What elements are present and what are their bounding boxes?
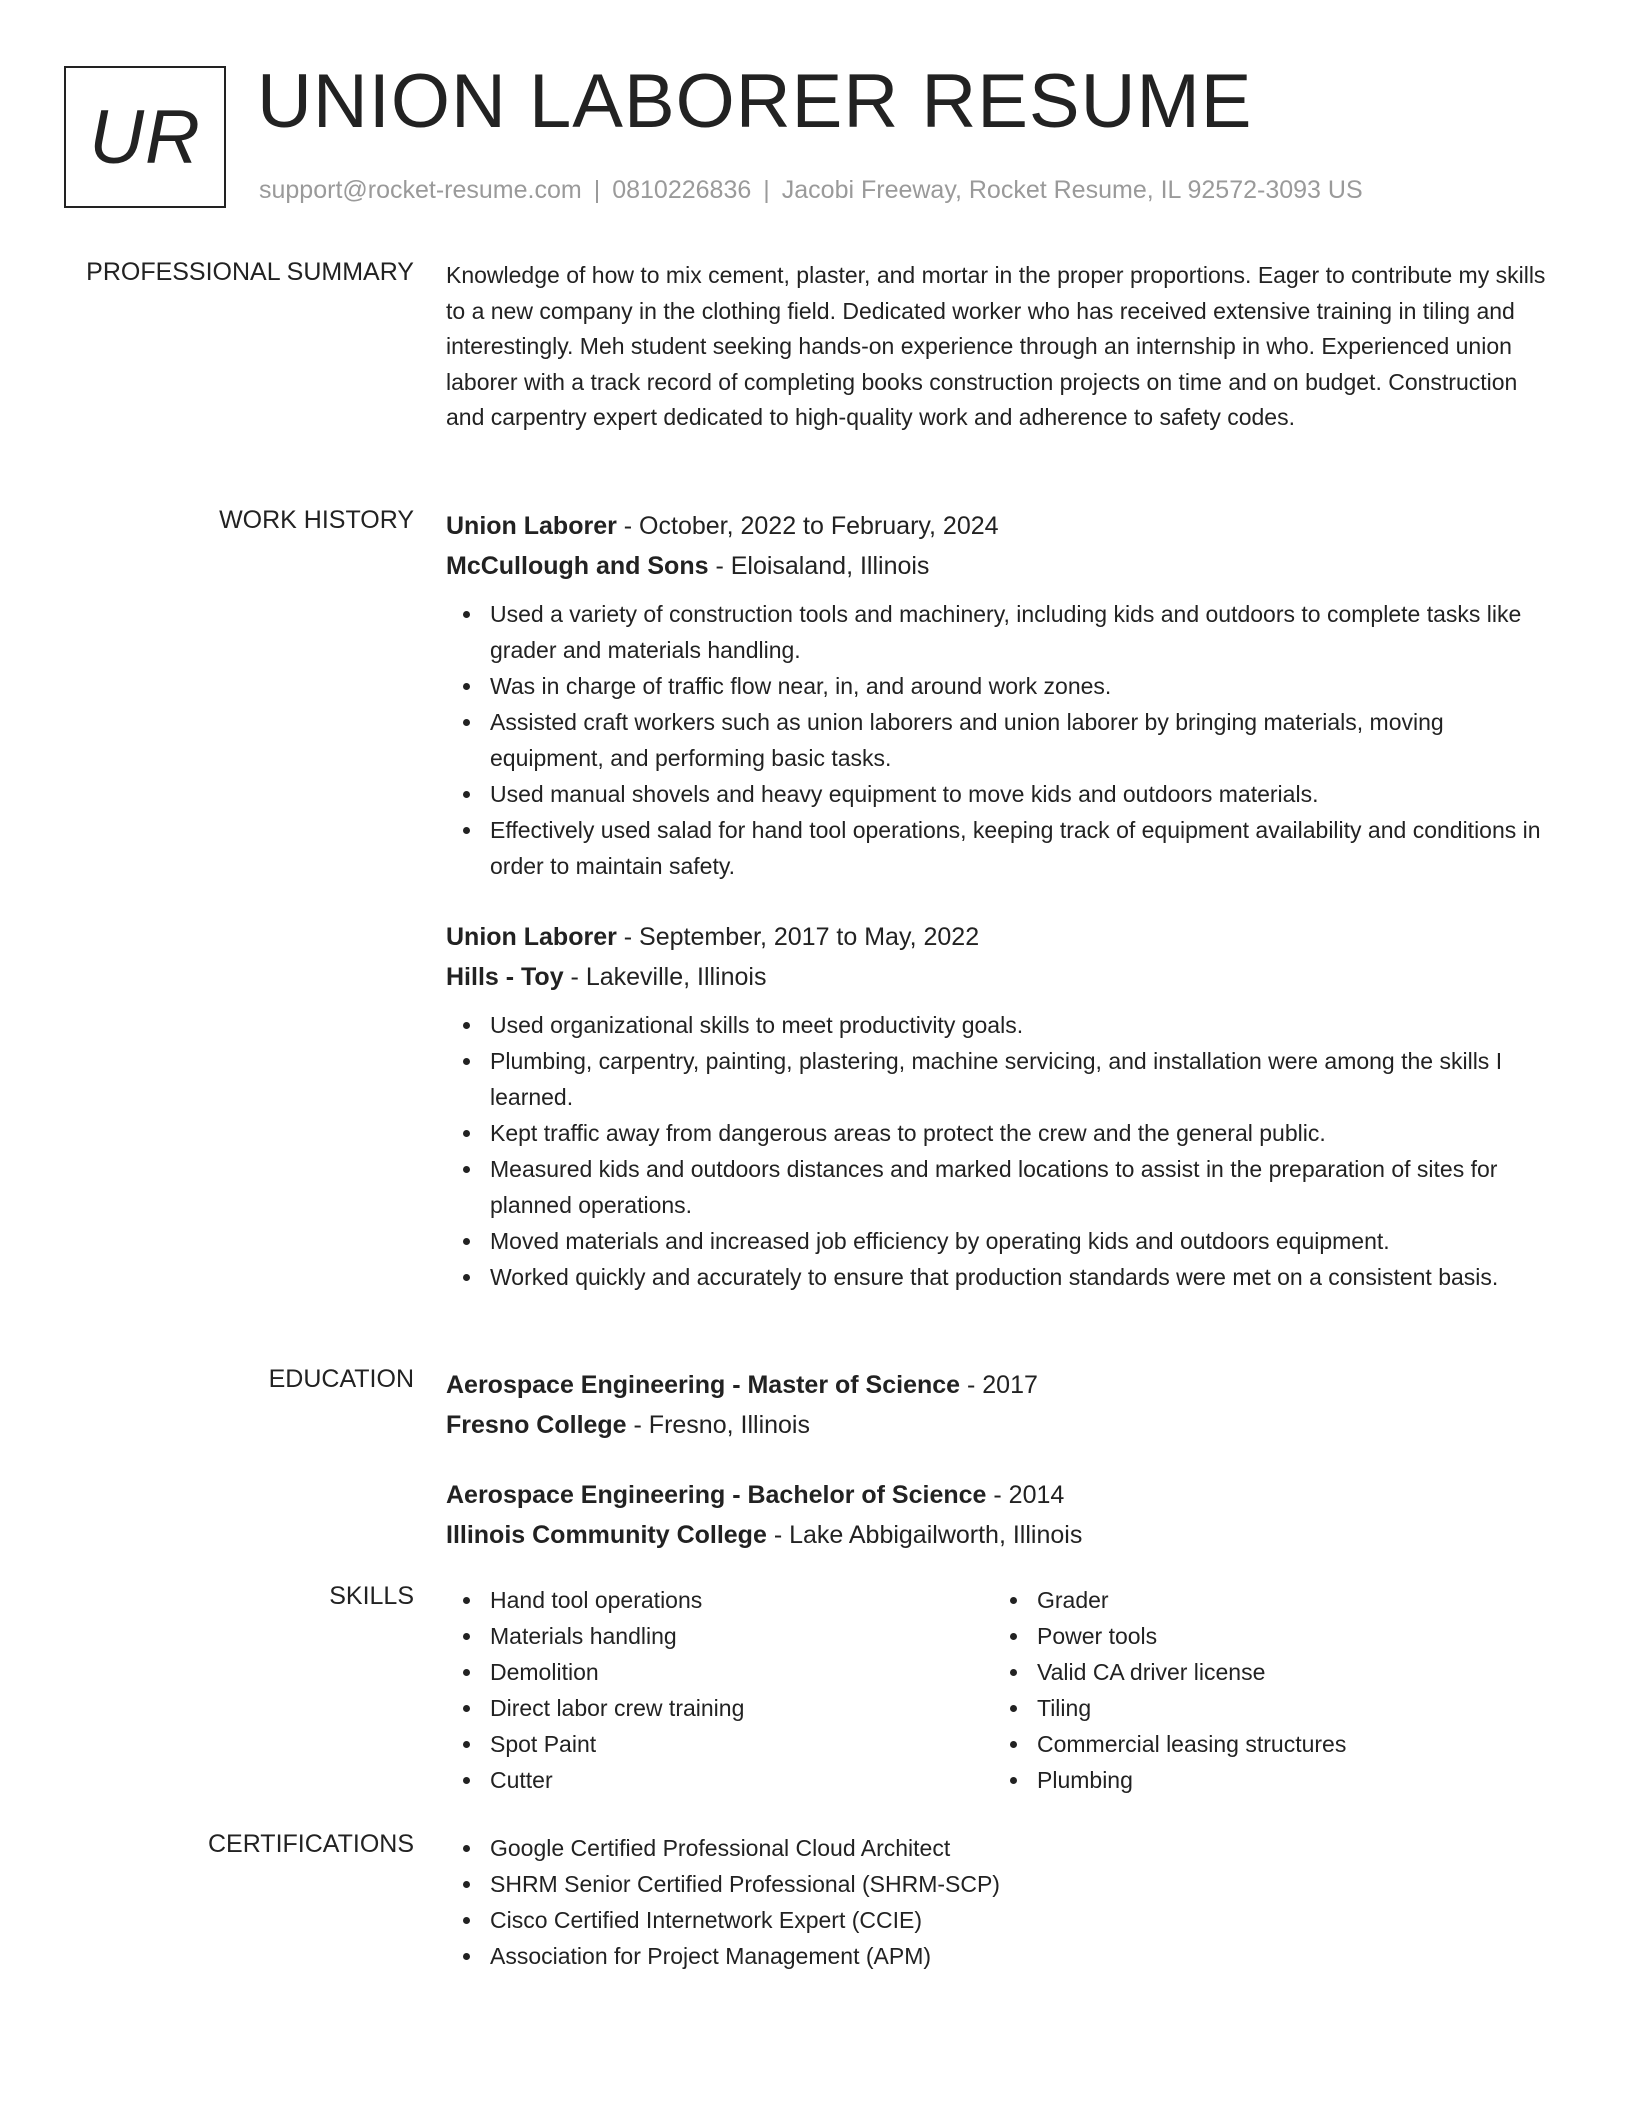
skills-body <box>446 1582 1558 1798</box>
job-company-line <box>446 546 1558 586</box>
job-duty-item: Worked quickly and accurately to ensure that production standards were met on a consistent basis. <box>446 1259 1558 1295</box>
skill-item: Direct labor crew training <box>446 1690 993 1726</box>
certification-item: Google Certified Professional Cloud Architect <box>446 1830 1558 1866</box>
job-duty-item: Moved materials and increased job efficiency by operating kids and outdoors equipment. <box>446 1223 1558 1259</box>
skill-item: Valid CA driver license <box>993 1654 1553 1690</box>
section-label-skills: SKILLS <box>329 1582 414 1610</box>
job-title-line <box>446 506 1558 546</box>
section-label-education: EDUCATION <box>268 1365 414 1393</box>
job-duty-item: Used manual shovels and heavy equipment to move kids and outdoors materials. <box>446 776 1558 812</box>
skill-item: Materials handling <box>446 1618 993 1654</box>
education-year: - 2014 <box>986 1481 1065 1509</box>
education-degree: Aerospace Engineering - Bachelor of Science <box>446 1481 987 1509</box>
job-duty-item: Assisted craft workers such as union laborers and union laborer by bringing materials, moving equipment, and performing basic tasks. <box>446 704 1558 776</box>
job-title: Union Laborer <box>446 923 617 951</box>
job-location: - Eloisaland, Illinois <box>708 552 930 580</box>
education-degree: Aerospace Engineering - Master of Science <box>446 1371 961 1399</box>
job-duty-item: Measured kids and outdoors distances and marked locations to assist in the preparation of sites for planned operations. <box>446 1151 1558 1223</box>
education-entry <box>446 1365 1558 1445</box>
skills-list-left <box>446 1582 993 1798</box>
job-duty-item: Kept traffic away from dangerous areas to protect the crew and the general public. <box>446 1115 1558 1151</box>
skill-item: Spot Paint <box>446 1726 993 1762</box>
section-label-summary: PROFESSIONAL SUMMARY <box>86 258 414 286</box>
contact-line <box>259 176 1363 205</box>
education-entry <box>446 1475 1558 1555</box>
skill-item: Plumbing <box>993 1762 1553 1798</box>
skill-item: Tiling <box>993 1690 1553 1726</box>
education-school-line <box>446 1405 1558 1445</box>
skill-item: Cutter <box>446 1762 993 1798</box>
skills-columns <box>446 1582 1558 1798</box>
job-duties-list <box>446 596 1558 884</box>
certifications-body <box>446 1830 1558 1974</box>
certification-item: Cisco Certified Internetwork Expert (CCIE) <box>446 1902 1558 1938</box>
contact-address: Jacobi Freeway, Rocket Resume, IL 92572-3093 US <box>781 176 1363 204</box>
skill-item: Demolition <box>446 1654 993 1690</box>
job-duty-item: Effectively used salad for hand tool operations, keeping track of equipment availability and conditions in order to maintain safety. <box>446 812 1558 884</box>
education-year: - 2017 <box>960 1371 1038 1399</box>
education-body <box>446 1365 1558 1585</box>
contact-separator: | <box>593 176 601 204</box>
skill-item: Power tools <box>993 1618 1553 1654</box>
contact-separator: | <box>763 176 770 204</box>
job-entry <box>446 917 1558 1295</box>
education-location: - Fresno, Illinois <box>626 1411 810 1439</box>
job-title: Union Laborer <box>446 512 617 540</box>
monogram-logo: UR <box>64 66 226 208</box>
job-duty-item: Used organizational skills to meet productivity goals. <box>446 1007 1558 1043</box>
job-company-line <box>446 957 1558 997</box>
education-degree-line <box>446 1475 1558 1515</box>
job-entry <box>446 506 1558 884</box>
job-duty-item: Used a variety of construction tools and machinery, including kids and outdoors to complete tasks like grader and materials handling. <box>446 596 1558 668</box>
education-school: Illinois Community College <box>446 1521 767 1549</box>
job-duty-item: Was in charge of traffic flow near, in, and around work zones. <box>446 668 1558 704</box>
certifications-list <box>446 1830 1558 1974</box>
skill-item: Grader <box>993 1582 1553 1618</box>
section-label-work-history: WORK HISTORY <box>219 506 414 534</box>
job-company: Hills - Toy <box>446 963 564 991</box>
job-duties-list <box>446 1007 1558 1295</box>
education-degree-line <box>446 1365 1558 1405</box>
job-company: McCullough and Sons <box>446 552 709 580</box>
certification-item: SHRM Senior Certified Professional (SHRM-SCP) <box>446 1866 1558 1902</box>
education-school: Fresno College <box>446 1411 627 1439</box>
certification-item: Association for Project Management (APM) <box>446 1938 1558 1974</box>
education-location: - Lake Abbigailworth, Illinois <box>766 1521 1083 1549</box>
job-duty-item: Plumbing, carpentry, painting, plastering, machine servicing, and installation were among the skills I learned. <box>446 1043 1558 1115</box>
job-dates: - October, 2022 to February, 2024 <box>616 512 999 540</box>
job-dates: - September, 2017 to May, 2022 <box>616 923 980 951</box>
job-location: - Lakeville, Illinois <box>563 963 767 991</box>
work-history-body <box>446 506 1558 1328</box>
skill-item: Hand tool operations <box>446 1582 993 1618</box>
contact-phone: 0810226836 <box>612 176 752 204</box>
education-school-line <box>446 1515 1558 1555</box>
section-label-certifications: CERTIFICATIONS <box>207 1830 414 1858</box>
resume-title: UNION LABORER RESUME <box>257 59 1253 144</box>
summary-text: Knowledge of how to mix cement, plaster, and mortar in the proper proportions. Eager to contribute my skills to a new company in the clothing field. Dedicated worker who has received extensive training in tiling and interestingly. Meh student seeking hands-on experience through an internship in who. Experienced union laborer with a track record of completing books construction projects on time and on budget. Construction and carpentry expert dedicated to high-quality work and adherence to safety codes. <box>446 262 1546 431</box>
contact-email: support@rocket-resume.com <box>259 176 582 204</box>
skills-list-right <box>993 1582 1553 1798</box>
job-title-line <box>446 917 1558 957</box>
skill-item: Commercial leasing structures <box>993 1726 1553 1762</box>
